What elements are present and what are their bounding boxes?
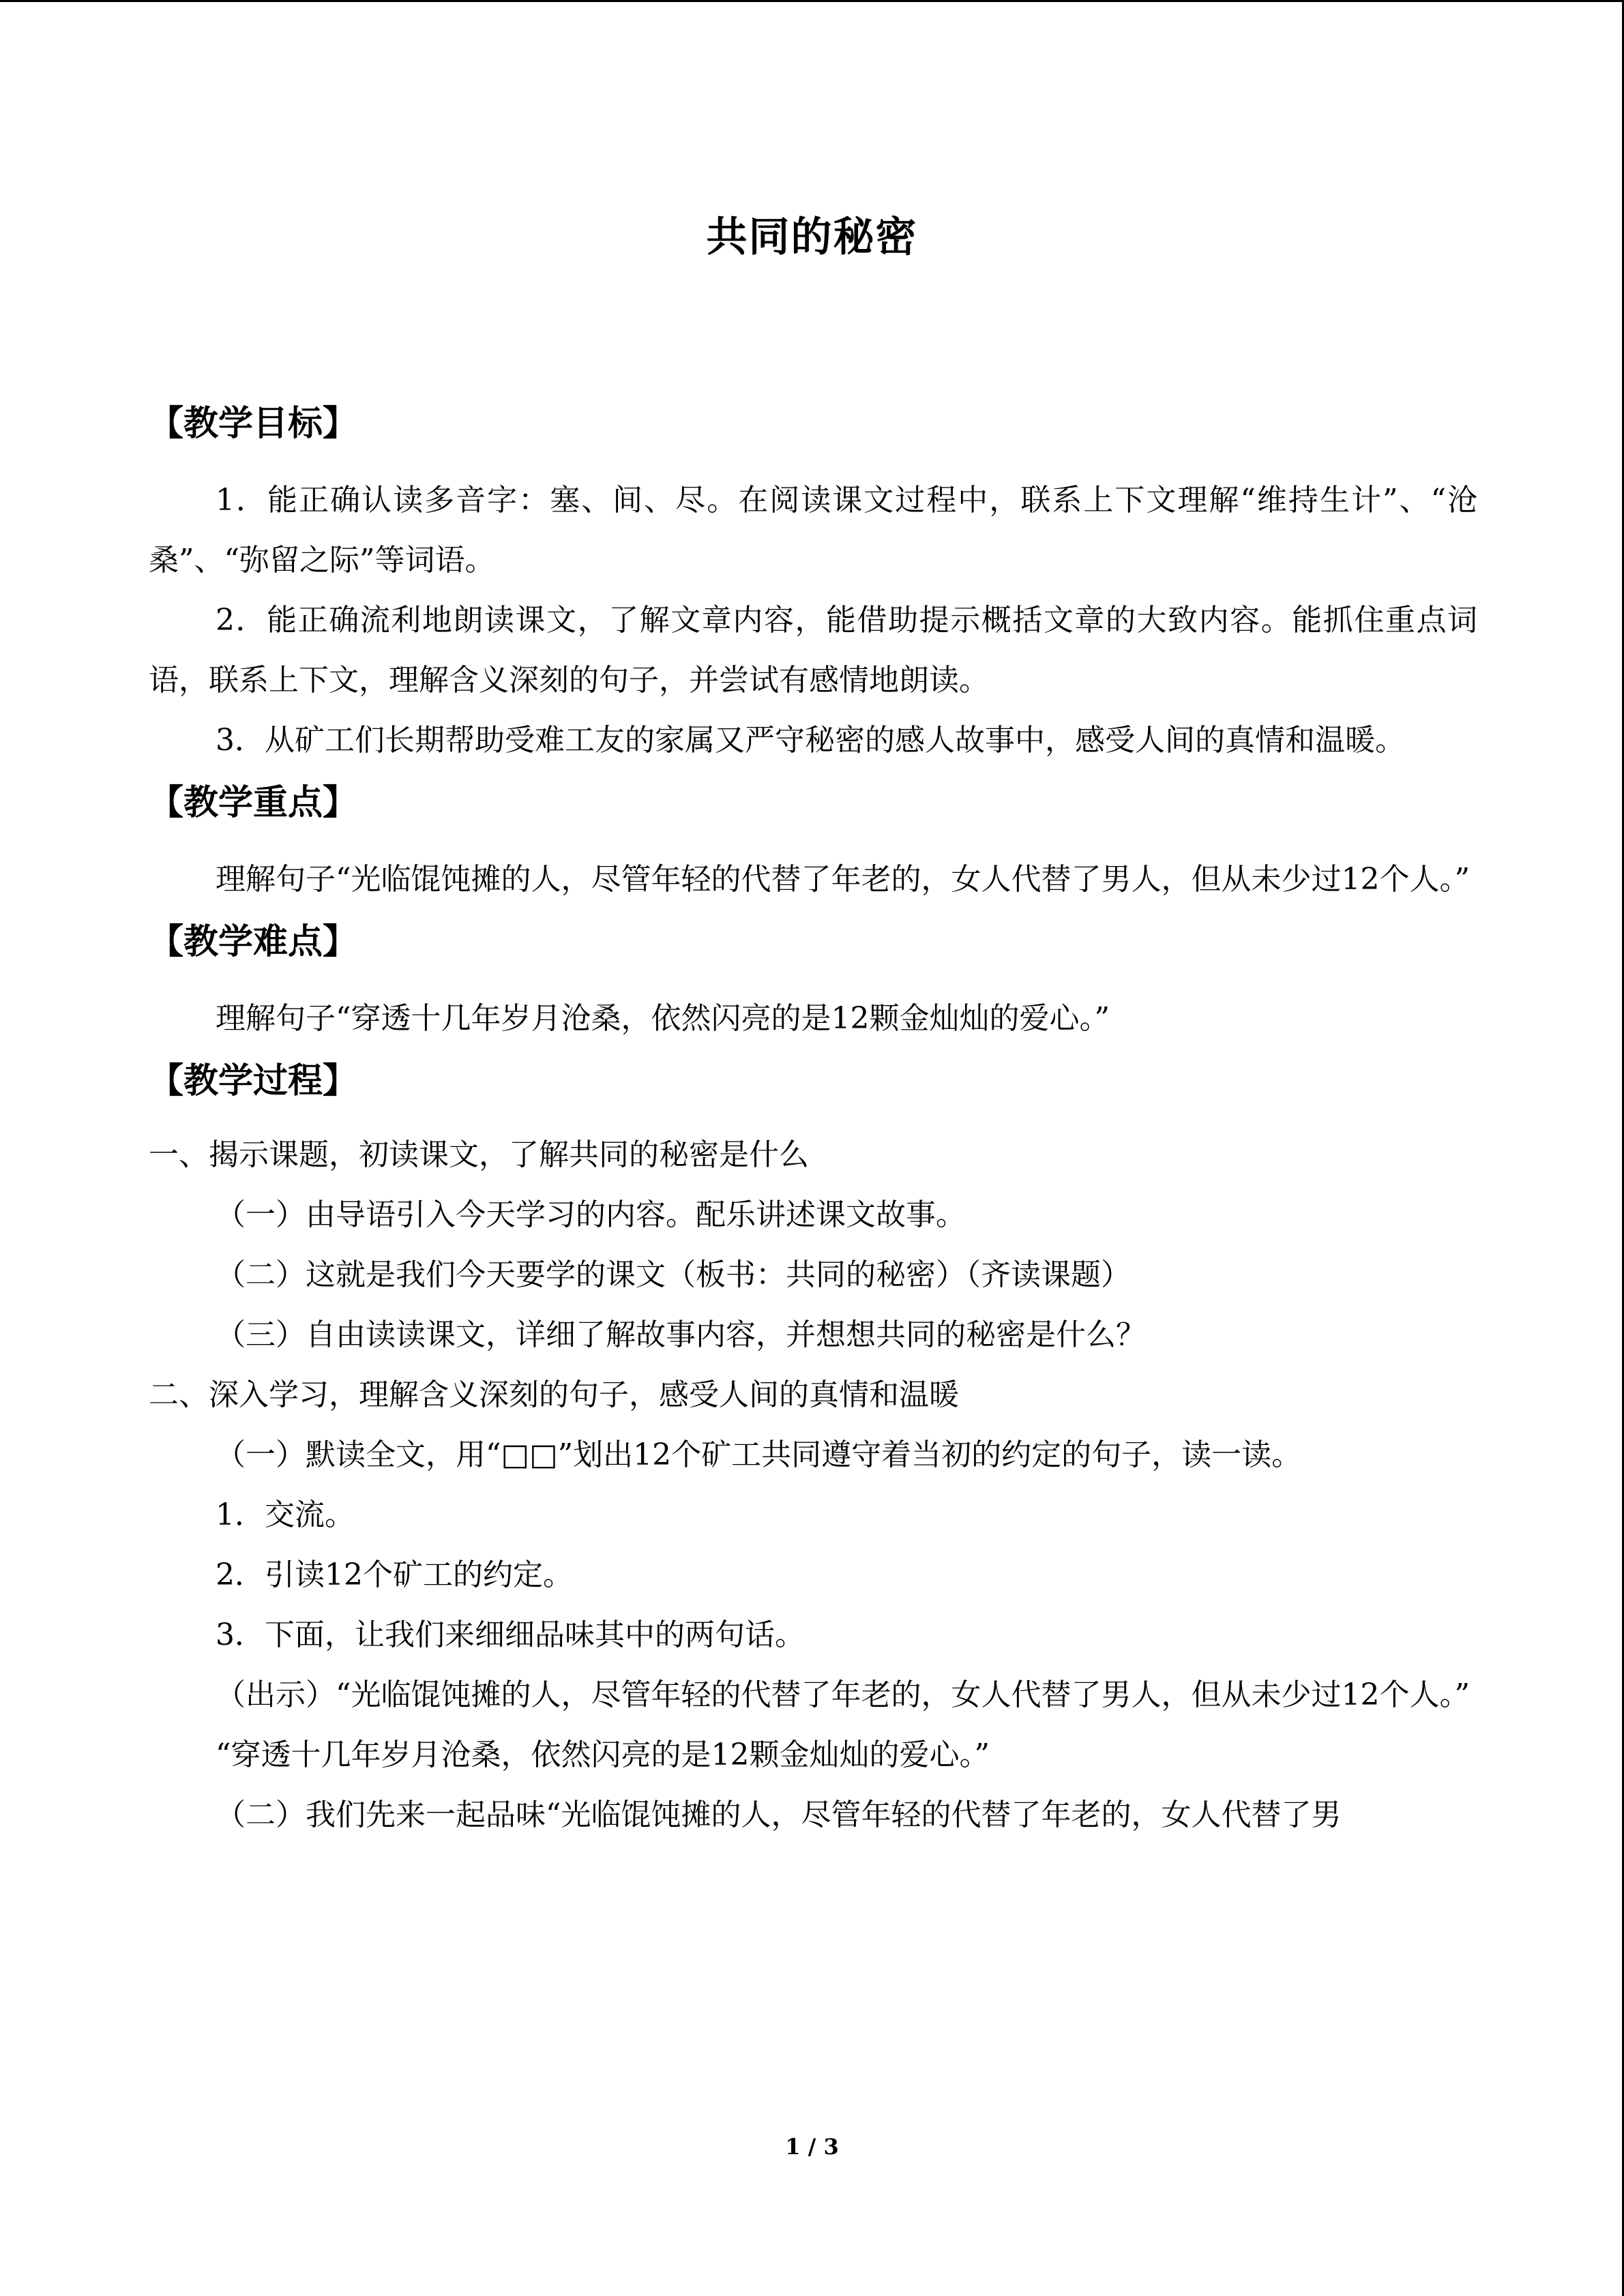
process-part2-step-1: （一）默读全文，用“□□”划出12个矿工共同遵守着当初的约定的句子，读一读。: [216, 1437, 1302, 1472]
difficulties-text: 理解句子“穿透十几年岁月沧桑，依然闪亮的是12颗金灿灿的爱心。”: [216, 1001, 1110, 1036]
document-body: [149, 391, 1477, 1845]
process-heading: 【教学过程】: [149, 1061, 358, 1101]
process-part2-sub-item-3: 3．下面，让我们来细细品味其中的两句话。: [216, 1617, 805, 1652]
process-part1-step-3: （三）自由读读课文，详细了解故事内容，并想想共同的秘密是什么？: [216, 1317, 1146, 1352]
process-part2-sub-item-2: 2．引读12个矿工的约定。: [216, 1557, 573, 1592]
process-part2-quote-1: （出示）“光临馄饨摊的人，尽管年轻的代替了年老的，女人代替了男人，但从未少过12个人。”: [216, 1678, 1470, 1712]
process-part2-quote-2: “穿透十几年岁月沧桑，依然闪亮的是12颗金灿灿的爱心。”: [216, 1738, 990, 1772]
key-points-heading: 【教学重点】: [149, 783, 358, 823]
process-part1-step-1: （一）由导语引入今天学习的内容。配乐讲述课文故事。: [216, 1197, 966, 1232]
document-title: 共同的秘密: [706, 213, 918, 261]
objective-item-3: 3．从矿工们长期帮助受难工友的家属又严守秘密的感人故事中，感受人间的真情和温暖。: [216, 723, 1405, 758]
process-part1-title: 一、揭示课题，初读课文，了解共同的秘密是什么: [149, 1137, 809, 1172]
process-part2-title: 二、深入学习，理解含义深刻的句子，感受人间的真情和温暖: [149, 1377, 959, 1412]
page-top-border: [0, 0, 1624, 2]
page-number: 1 / 3: [785, 2134, 839, 2160]
process-part2-sub-item-1: 1．交流。: [216, 1497, 355, 1532]
process-part2-step-2: （二）我们先来一起品味“光临馄饨摊的人，尽管年轻的代替了年老的，女人代替了男: [216, 1798, 1342, 1832]
difficulties-heading: 【教学难点】: [149, 922, 358, 962]
process-part1-step-2: （二）这就是我们今天要学的课文（板书：共同的秘密）（齐读课题）: [216, 1257, 1131, 1292]
objective-item-2: 2．能正确流利地朗读课文，了解文章内容，能借助提示概括文章的大致内容。能抓住重点词语，联系上下文，理解含义深刻的句子，并尝试有感情地朗读。: [149, 603, 1477, 698]
objective-item-1: 1．能正确认读多音字：塞、间、尽。在阅读课文过程中，联系上下文理解“维持生计”、“沧桑”、“弥留之际”等词语。: [149, 483, 1477, 578]
key-points-text: 理解句子“光临馄饨摊的人，尽管年轻的代替了年老的，女人代替了男人，但从未少过12个人。”: [216, 862, 1470, 897]
objectives-heading: 【教学目标】: [149, 404, 358, 444]
